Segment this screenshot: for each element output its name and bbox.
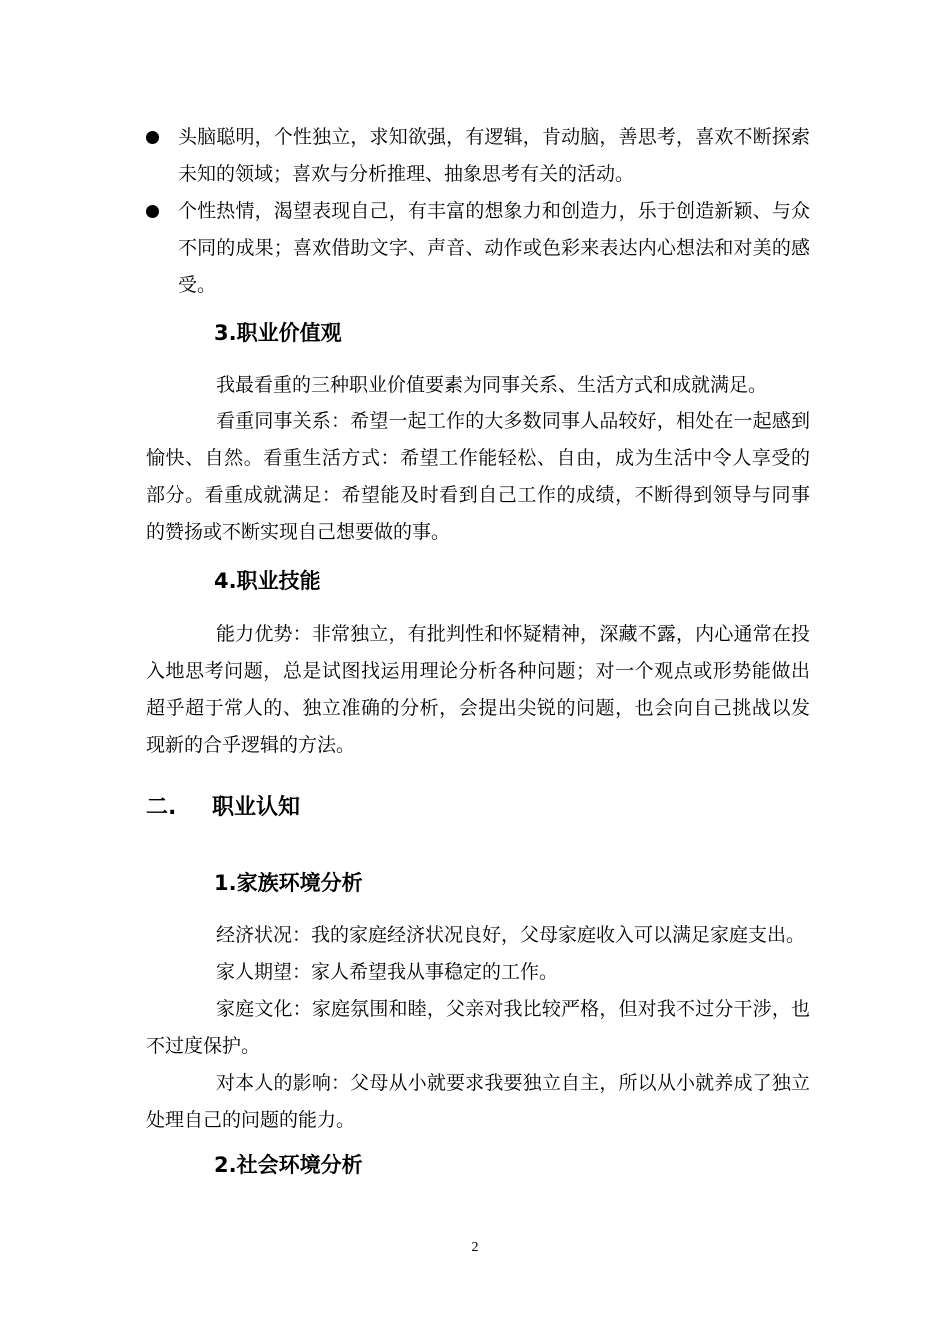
paragraph: 家庭文化：家庭氛围和睦，父亲对我比较严格，但对我不过分干涉，也不过度保护。 bbox=[146, 998, 810, 1057]
chapter-number: 二. bbox=[146, 795, 177, 820]
paragraph: 我最看重的三种职业价值要素为同事关系、生活方式和成就满足。 bbox=[216, 374, 768, 396]
bullet-dot-icon bbox=[146, 205, 159, 218]
section-heading-society: 2.社会环境分析 bbox=[214, 1153, 363, 1177]
paragraph: 能力优势：非常独立，有批判性和怀疑精神，深藏不露，内心通常在投入地思考问题，总是试图找运用理论分析各种问题；对一个观点或形势能做出超乎超于常人的、独立准确的分析，会提出尖锐的问题，也会向自己挑战以发现新的合乎逻辑的方法。 bbox=[146, 623, 810, 756]
paragraph: 对本人的影响：父母从小就要求我要独立自主，所以从小就养成了独立处理自己的问题的能力。 bbox=[146, 1072, 810, 1131]
bullet-dot-icon bbox=[146, 131, 159, 144]
section-heading-family: 1.家族环境分析 bbox=[214, 871, 363, 895]
page-number: 2 bbox=[471, 1240, 479, 1255]
bullet-item: 头脑聪明，个性独立，求知欲强，有逻辑，肯动脑，善思考，喜欢不断探索未知的领域；喜欢与分析推理、抽象思考有关的活动。 bbox=[178, 126, 810, 185]
paragraph: 家人期望：家人希望我从事稳定的工作。 bbox=[216, 961, 559, 983]
bullet-item: 个性热情，渴望表现自己，有丰富的想象力和创造力，乐于创造新颖、与众不同的成果；喜欢借助文字、声音、动作或色彩来表达内心想法和对美的感受。 bbox=[178, 200, 810, 296]
section-heading-skills: 4.职业技能 bbox=[214, 569, 321, 593]
chapter-heading bbox=[146, 793, 300, 823]
section-heading-values: 3.职业价值观 bbox=[214, 321, 342, 345]
paragraph: 经济状况：我的家庭经济状况良好，父母家庭收入可以满足家庭支出。 bbox=[216, 924, 806, 946]
chapter-title: 职业认知 bbox=[212, 795, 301, 820]
paragraph: 看重同事关系：希望一起工作的大多数同事人品较好，相处在一起感到 愉快、自然。看重生活方式：希望工作能轻松、自由，成为生活中令人享受的部分。看重成就满足：希望能及时看到自己工作的成绩，不断得到领导与同事的赞扬或不断实现自己想要做的事。 bbox=[146, 410, 810, 543]
